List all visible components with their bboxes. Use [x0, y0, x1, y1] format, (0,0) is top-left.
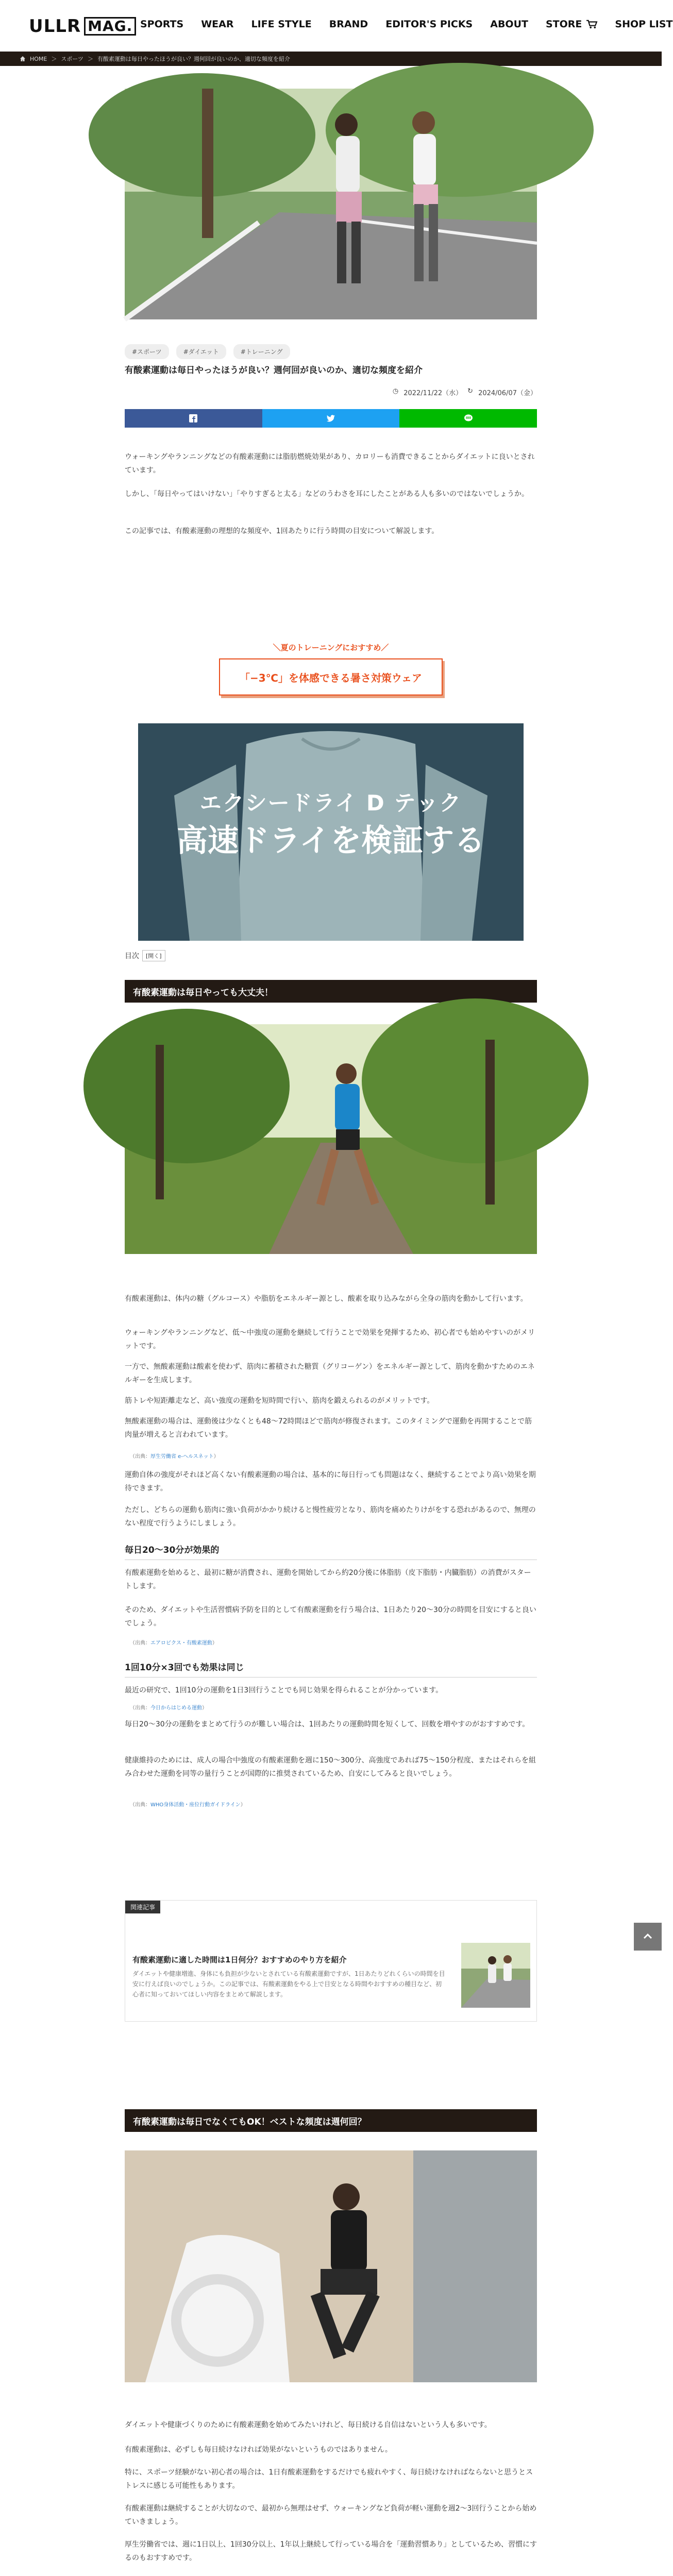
body-paragraph: 無酸素運動の場合は、運動後は少なくとも48〜72時間ほどで筋肉が修復されます。このタイミングで運動を再開することで筋肉量が増えると言われています。: [125, 1417, 532, 1439]
tag-item[interactable]: #ダイエット: [176, 344, 226, 359]
tag-item[interactable]: #トレーニング: [233, 344, 290, 359]
section-heading: 有酸素運動は毎日やっても大丈夫！: [125, 980, 537, 1003]
body-paragraph: ウォーキングやランニングなど、低〜中強度の運動を継続して行うことで効果を発揮するため、初心者でも始めやすいのがメリットです。: [125, 1329, 535, 1350]
nav-sports[interactable]: SPORTS: [140, 19, 184, 30]
twitter-icon: [326, 413, 336, 423]
bike-image: [125, 2150, 537, 2382]
promo-banner[interactable]: [138, 723, 524, 941]
tag-list: [125, 344, 290, 359]
source-prefix: （出典：: [130, 1454, 150, 1460]
body-paragraph: 毎日20〜30分の運動をまとめて行うのが難しい場合は、1回あたりの運動時間を短くして、回数を増やすのがおすすめです。: [125, 1720, 530, 1728]
published-date: 2022/11/22（水）: [403, 389, 463, 397]
banner-line-2: 高速ドライを検証する: [176, 823, 485, 859]
nav-store[interactable]: [546, 19, 597, 30]
nav-editors-picks[interactable]: EDITOR'S PICKS: [385, 19, 473, 30]
banner-line-1: エクシードライ D テック: [199, 790, 462, 816]
share-facebook-button[interactable]: [125, 409, 262, 428]
body-paragraph: 筋トレや短距離走など、高い強度の運動を短時間で行い、筋肉を鍛えられるのがメリットです。: [125, 1397, 434, 1405]
subsection-heading: 毎日20〜30分が効果的: [125, 1543, 537, 1560]
running-image: [125, 1024, 537, 1254]
nav-about[interactable]: ABOUT: [490, 19, 528, 30]
main-nav: [140, 19, 673, 30]
breadcrumb-home[interactable]: HOME: [30, 55, 47, 62]
source-link[interactable]: 今日からはじめる運動: [150, 1705, 202, 1711]
facebook-icon: [188, 413, 198, 423]
body-paragraph: ただし、どちらの運動も筋肉に強い負荷がかかり続けると慢性疲労となり、筋肉を痛めたりけがをする恐れがあるので、無理のない程度で行うようにしましょう。: [125, 1506, 536, 1528]
section-heading: 有酸素運動は毎日でなくてもOK！ベストな頻度は週何回？: [125, 2109, 537, 2132]
breadcrumb: [0, 52, 662, 66]
source-suffix: ）: [240, 1802, 246, 1808]
source-link[interactable]: 厚生労働省 e-ヘルスネット: [150, 1454, 214, 1460]
back-to-top-button[interactable]: [634, 1923, 662, 1951]
source-note: [130, 1800, 246, 1808]
body-paragraph: 有酸素運動は、必ずしも毎日続けなければ効果がないというものではありません。: [125, 2446, 392, 2454]
related-article-card[interactable]: [125, 1900, 537, 2022]
table-of-contents: [125, 950, 165, 961]
body-paragraph: ダイエットや健康づくりのために有酸素運動を始めてみたいけれど、毎日続ける自信はないという人も多いです。: [125, 2421, 492, 2429]
promo-lead: ＼夏のトレーニングにおすすめ／: [273, 643, 389, 652]
body-paragraph: 有酸素運動は、体内の糖（グルコース）や脂肪をエネルギー源とし、酸素を取り込みながら全身の筋肉を動かして行います。: [125, 1295, 528, 1303]
nav-shop-list[interactable]: SHOP LIST: [615, 19, 673, 30]
breadcrumb-separator: ＞: [51, 56, 57, 62]
source-note: [130, 1452, 219, 1460]
breadcrumb-category[interactable]: スポーツ: [61, 56, 83, 62]
article-title: 有酸素運動は毎日やったほうが良い？週何回が良いのか、適切な頻度を紹介: [125, 365, 423, 376]
hero-image: [125, 89, 537, 319]
source-suffix: ）: [213, 1454, 219, 1460]
body-paragraph: 運動自体の強度がそれほど高くない有酸素運動の場合は、基本的に毎日行っても問題はなく、継続することでより高い効果を期待できます。: [125, 1471, 536, 1493]
intro-paragraph: しかし、「毎日やってはいけない」「やりすぎると太る」などのうわさを耳にしたことがある人も多いのではないでしょうか。: [125, 490, 529, 498]
breadcrumb-separator: ＞: [87, 56, 93, 62]
body-paragraph: 有酸素運動を始めると、最初に糖が消費され、運動を開始してから約20分後に体脂肪（皮下脂肪・内臓脂肪）の消費がスタートします。: [125, 1569, 531, 1590]
related-description: ダイエットや健康増進、身体にも負担が少ないとされている有酸素運動ですが、1日あたりどれくらいの時間を目安に行えば良いのでしょうか。この記事では、有酸素運動をやる上で目安となる時間やおすすめの種目など、初心者に知っておいてほしい内容をまとめて解説します。: [132, 1970, 445, 1998]
source-link[interactable]: WHO身体活動・座位行動ガイドライン: [150, 1802, 241, 1808]
source-note: [130, 1703, 207, 1711]
source-prefix: （出典：: [130, 1802, 150, 1808]
logo-text: ULLR: [29, 16, 81, 37]
logo-mag: MAG.: [84, 17, 136, 36]
toc-open-button[interactable]: [開く]: [142, 950, 165, 961]
breadcrumb-current: 有酸素運動は毎日やったほうが良い？週何回が良いのか、適切な頻度を紹介: [97, 56, 290, 62]
tag-item[interactable]: #スポーツ: [125, 344, 169, 359]
article-dates: [393, 387, 537, 397]
toc-label: 目次: [125, 952, 139, 960]
cart-icon: [586, 20, 597, 29]
source-note: [130, 1638, 217, 1646]
related-label: 関連記事: [125, 1901, 160, 1913]
site-header: [0, 0, 673, 52]
share-line-button[interactable]: [399, 409, 537, 428]
related-title[interactable]: 有酸素運動に適した時間は1日何分？おすすめのやり方を紹介: [132, 1955, 347, 1964]
refresh-icon: ↻: [467, 387, 474, 395]
subsection-heading: 1回10分×3回でも効果は同じ: [125, 1660, 537, 1677]
related-thumbnail[interactable]: [461, 1943, 530, 2008]
body-paragraph: 厚生労働省では、週に1日以上、1回30分以上、1年以上継続して行っている場合を「運動習慣あり」としているため、習慣にするのもおすすめです。: [125, 2540, 537, 2562]
body-paragraph: 有酸素運動は継続することが大切なので、最初から無理はせず、ウォーキングなど負荷が軽い運動を週2〜3回行うことから始めていきましょう。: [125, 2504, 537, 2526]
share-twitter-button[interactable]: [262, 409, 400, 428]
line-icon: [463, 413, 474, 423]
body-paragraph: そのため、ダイエットや生活習慣病予防を目的として有酸素運動を行う場合は、1日あたり20〜30分の時間を目安にすると良いでしょう。: [125, 1606, 536, 1628]
intro-paragraph: この記事では、有酸素運動の理想的な頻度や、1回あたりに行う時間の目安について解説します。: [125, 527, 439, 535]
share-buttons: [125, 409, 537, 428]
updated-date: 2024/06/07（金）: [478, 389, 537, 397]
promo-button[interactable]: 「−3℃」を体感できる暑さ対策ウェア: [219, 658, 443, 696]
site-logo[interactable]: [29, 15, 136, 37]
source-suffix: ）: [212, 1640, 217, 1646]
source-prefix: （出典：: [130, 1640, 150, 1646]
body-paragraph: 一方で、無酸素運動は酸素を使わず、筋肉に蓄積された糖質（グリコーゲン）をエネルギー源として、筋肉を動かすためのエネルギーを生成します。: [125, 1363, 535, 1384]
body-paragraph: 最近の研究で、1回10分の運動を1日3回行うことでも同じ効果を得られることが分かっています。: [125, 1686, 443, 1694]
source-prefix: （出典：: [130, 1705, 150, 1711]
nav-store-label: STORE: [545, 19, 582, 30]
body-paragraph: 健康維持のためには、成人の場合中強度の有酸素運動を週に150〜300分、高強度であれば75〜150分程度、またはそれらを組み合わせた運動を同等の量行うことが国際的に推奨されているため、自安にしてみると良いでしょう。: [125, 1756, 536, 1778]
chevron-up-icon: [643, 1931, 653, 1942]
clock-icon: ◷: [392, 387, 399, 395]
body-paragraph: 特に、スポーツ経験がない初心者の場合は、1日有酸素運動をするだけでも疲れやすく、毎日続けなければならないと思うとストレスに感じる可能性もあります。: [125, 2468, 533, 2490]
source-suffix: ）: [202, 1705, 207, 1711]
nav-lifestyle[interactable]: LIFE STYLE: [251, 19, 312, 30]
intro-paragraph: ウォーキングやランニングなどの有酸素運動には脂肪燃焼効果があり、カロリーも消費できることからダイエットに良いとされています。: [125, 453, 535, 474]
nav-brand[interactable]: BRAND: [329, 19, 368, 30]
nav-wear[interactable]: WEAR: [201, 19, 234, 30]
source-link[interactable]: エアロビクス・有酸素運動: [150, 1640, 212, 1646]
home-icon: [20, 56, 26, 62]
